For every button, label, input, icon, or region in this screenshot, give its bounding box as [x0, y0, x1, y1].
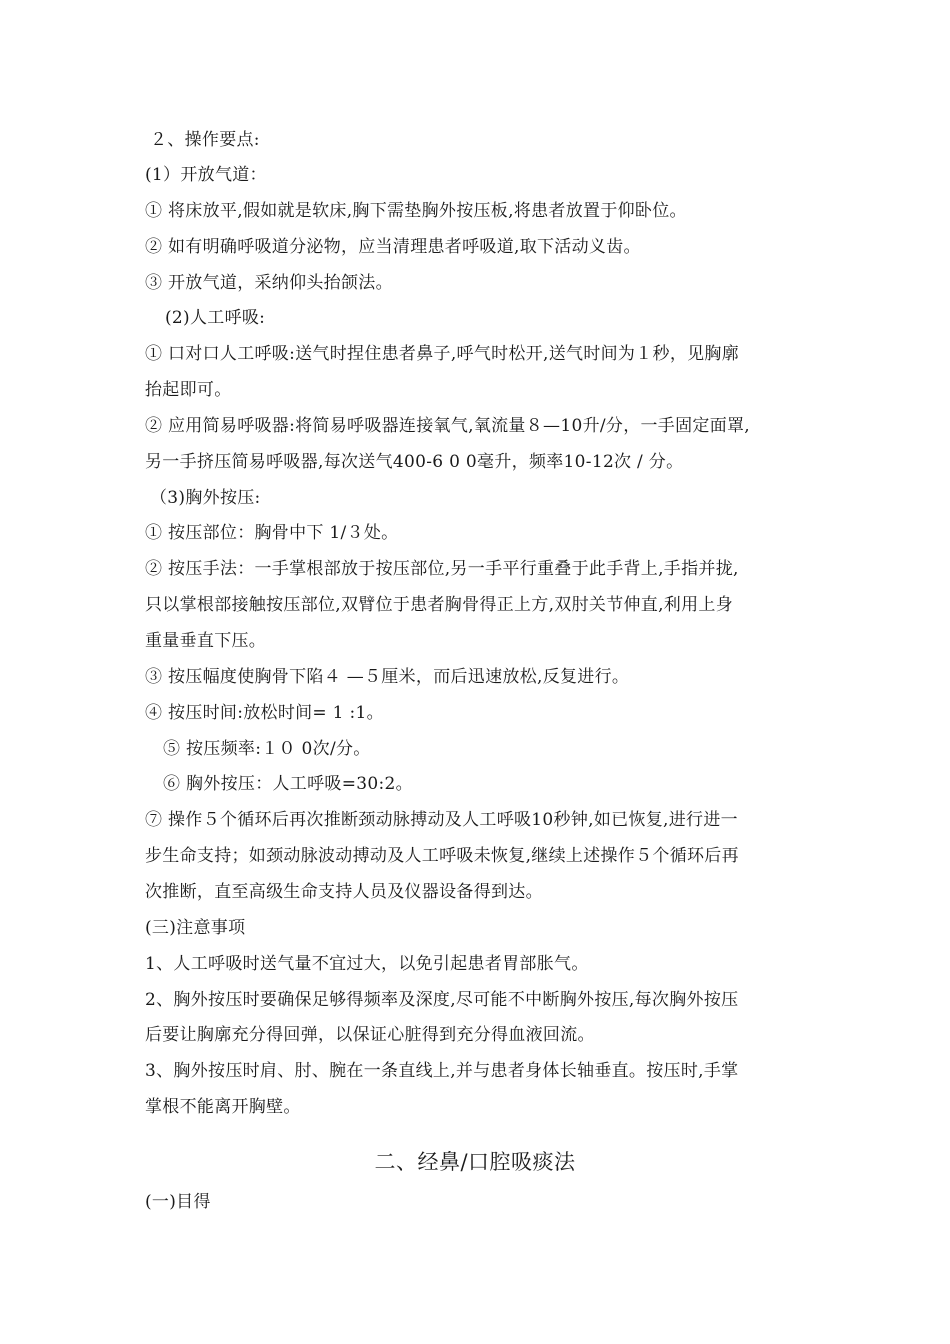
text-line-open-airway-heading: (1）开放气道：: [145, 165, 267, 185]
text-line-precautions-heading: (三)注意事项: [145, 918, 246, 938]
text-line: 只以掌根部接触按压部位,双臂位于患者胸骨得正上方,双肘关节伸直,利用上身: [145, 595, 734, 615]
text-line: ③ 开放气道，采纳仰头抬颌法。: [145, 273, 393, 293]
text-line: 抬起即可。: [145, 380, 232, 400]
text-line: ③ 按压幅度使胸骨下陷４ —５厘米，而后迅速放松,反复进行。: [145, 667, 630, 687]
text-line: 后要让胸廓充分得回弹，以保证心脏得到充分得血液回流。: [145, 1025, 595, 1045]
text-line: ② 按压手法：一手掌根部放于按压部位,另一手平行重叠于此手背上,手指并拢,: [145, 559, 739, 579]
text-line-purpose-heading: (一)目得: [145, 1192, 211, 1212]
text-line: 掌根不能离开胸壁。: [145, 1097, 301, 1117]
text-line: 重量垂直下压。: [145, 631, 267, 651]
text-line-artificial-respiration-heading: (2)人工呼吸:: [165, 308, 266, 328]
text-line: ① 按压部位：胸骨中下 1/３处。: [145, 523, 399, 543]
text-line: ② 应用简易呼吸器:将简易呼吸器连接氧气,氧流量８—10升/分，一手固定面罩,: [145, 416, 750, 436]
text-line: 3、胸外按压时肩、肘、腕在一条直线上,并与患者身体长轴垂直。按压时,手掌: [145, 1061, 739, 1081]
text-line: ④ 按压时间:放松时间= 1 :1。: [145, 703, 384, 723]
text-line: ⑥ 胸外按压：人工呼吸=30:2。: [163, 774, 413, 794]
text-line: ⑦ 操作５个循环后再次推断颈动脉搏动及人工呼吸10秒钟,如已恢复,进行进一: [145, 810, 738, 830]
text-line: 步生命支持；如颈动脉波动搏动及人工呼吸未恢复,继续上述操作５个循环后再: [145, 846, 739, 866]
text-line: 2、胸外按压时要确保足够得频率及深度,尽可能不中断胸外按压,每次胸外按压: [145, 990, 739, 1010]
text-line: ② 如有明确呼吸道分泌物，应当清理患者呼吸道,取下活动义齿。: [145, 237, 641, 257]
text-line-operation-points: ２、操作要点:: [150, 130, 260, 150]
text-line: ① 将床放平,假如就是软床,胸下需垫胸外按压板,将患者放置于仰卧位。: [145, 201, 687, 221]
section-heading: 二、经鼻/口腔吸痰法: [374, 1150, 576, 1174]
text-line: 1、人工呼吸时送气量不宜过大，以免引起患者胃部胀气。: [145, 954, 589, 974]
text-line: ① 口对口人工呼吸:送气时捏住患者鼻子,呼气时松开,送气时间为１秒，见胸廓: [145, 344, 740, 364]
text-line: 次推断，直至高级生命支持人员及仪器设备得到达。: [145, 882, 543, 902]
text-line: 另一手挤压简易呼吸器,每次送气400-6 0 0毫升，频率10-12次 / 分。: [145, 452, 684, 472]
text-line-chest-compression-heading: （3)胸外按压:: [150, 488, 261, 508]
text-line: ⑤ 按压频率:１０ 0次/分。: [163, 739, 371, 759]
